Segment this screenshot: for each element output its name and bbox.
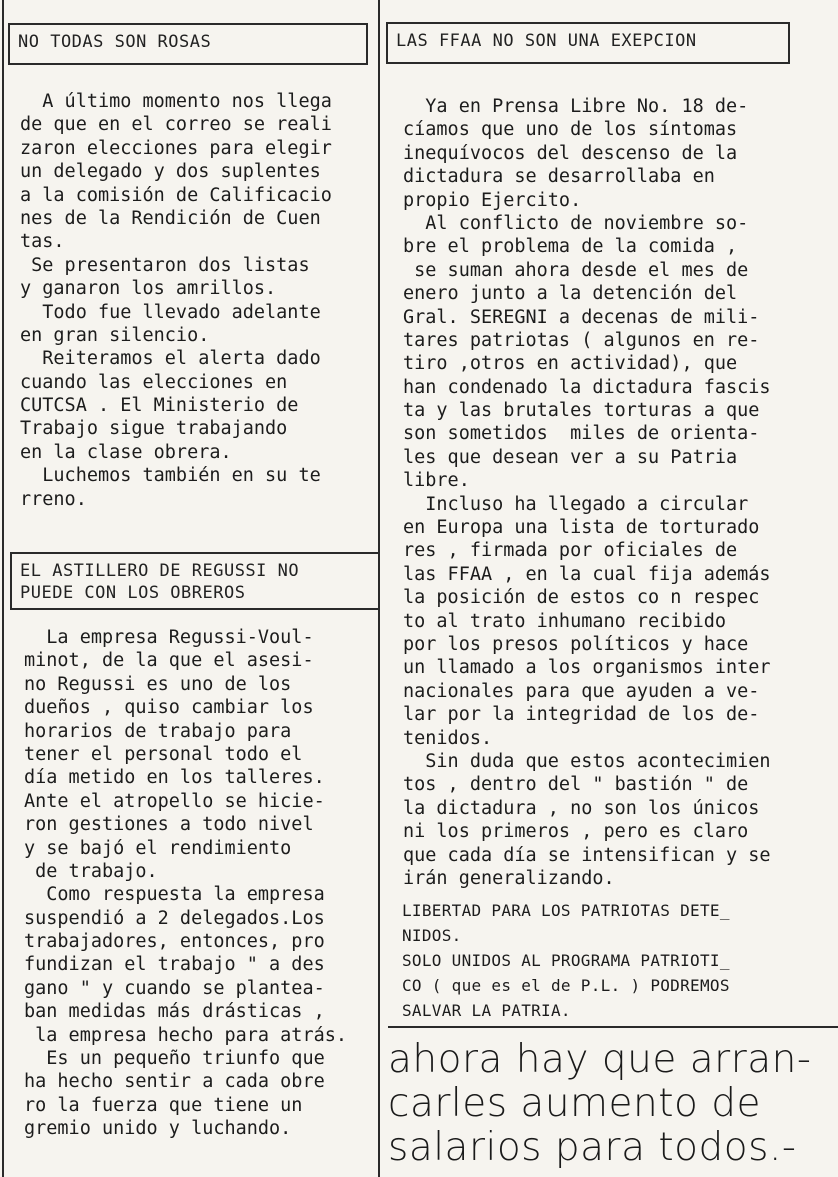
ffaa-line: tenidos. [403,727,493,749]
ffaa-line: to al trato inhumano recibido [403,610,727,632]
rosas-line: Se presentaron dos listas [20,254,310,276]
astillero-title-line: PUEDE CON LOS OBREROS [20,583,246,603]
footer-line: LIBERTAD PARA LOS PATRIOTAS DETE_ [402,901,730,920]
ffaa-line: la posición de estos co n respec [403,587,760,609]
handwritten-note [388,1038,832,1170]
astillero-title-box [10,552,380,610]
rosas-article [20,90,376,511]
ffaa-line: Gral. SEREGNI a decenas de mili- [403,306,760,328]
rosas-line: Reiteramos el alerta dado [20,348,321,370]
footer-line: CO ( que es el de P.L. ) PODREMOS [402,976,730,995]
ffaa-line: irán generalizando. [403,867,615,889]
ffaa-line: Incluso ha llegado a circular [403,493,749,515]
astillero-line: Es un pequeño triunfo que [24,1048,325,1070]
astillero-line: gano " y cuando se plantea- [24,977,325,999]
astillero-line: no Regussi es uno de los [24,673,292,695]
handwritten-line: ahora hay que arran- [388,1037,812,1082]
astillero-line: ban medidas más drásticas , [24,1001,325,1023]
ffaa-line: las FFAA , en la cual fija además [403,563,771,585]
ffaa-line: la dictadura , no son los únicos [403,797,760,819]
ffaa-line: se suman ahora desde el mes de [403,259,749,281]
ffaa-line: cíamos que uno de los síntomas [403,119,738,141]
astillero-article [24,626,376,1141]
ffaa-line: tares patriotas ( algunos en re- [403,329,760,351]
rosas-line: a la comisión de Calificacio [20,184,332,206]
astillero-line: gremio unido y luchando. [24,1118,292,1140]
rosas-line: rreno. [20,488,87,510]
ffaa-line: dictadura se desarrollaba en [403,166,715,188]
astillero-line: ro la fuerza que tiene un [24,1094,303,1116]
ffaa-title: LAS FFAA NO SON UNA EXEPCION [396,31,697,51]
bottom-right-rule [388,1026,838,1028]
astillero-line: suspendió a 2 delegados.Los [24,907,325,929]
astillero-line: minot, de la que el asesi- [24,650,314,672]
handwritten-line: salarios para todos.- [388,1125,797,1170]
ffaa-line: un llamado a los organismos inter [403,657,771,679]
rosas-line: un delegado y dos suplentes [20,161,321,183]
astillero-line: y se bajó el rendimiento [24,837,292,859]
rosas-line: Todo fue llevado adelante [20,301,321,323]
ffaa-title-box [386,22,790,64]
rosas-line: zaron elecciones para elegir [20,137,332,159]
rosas-title-box [8,23,368,65]
ffaa-line: que cada día se intensifican y se [403,844,771,866]
ffaa-line: propio Ejercito. [403,189,582,211]
ffaa-footer-slogans [402,898,836,1023]
rosas-line: A último momento nos llega [20,91,332,112]
ffaa-line: Al conflicto de noviembre so- [403,212,749,234]
rosas-line: nes de la Rendición de Cuen [20,207,321,229]
ffaa-line: lar por la integridad de los de- [403,704,760,726]
rosas-line: en gran silencio. [20,324,210,346]
ffaa-line: bre el problema de la comida , [403,236,738,258]
rosas-line: de que en el correo se reali [20,114,332,136]
ffaa-line: libre. [403,470,470,492]
astillero-line: trabajadores, entonces, pro [24,931,325,953]
rosas-line: cuando las elecciones en [20,371,288,393]
ffaa-line: enero junto a la detención del [403,283,738,305]
rosas-line: y ganaron los amrillos. [20,278,277,300]
astillero-line: día metido en los talleres. [24,767,325,789]
footer-line: SOLO UNIDOS AL PROGRAMA PATRIOTI_ [402,951,730,970]
ffaa-line: res , firmada por oficiales de [403,540,738,562]
rosas-line: tas. [20,231,65,253]
astillero-line: de trabajo. [24,860,158,882]
astillero-line: Como respuesta la empresa [24,884,325,906]
ffaa-line: han condenado la dictadura fascis [403,376,771,398]
astillero-line: La empresa Regussi-Voul- [24,627,314,648]
footer-line: NIDOS. [402,926,462,945]
rosas-line: Luchemos también en su te [20,465,321,487]
rosas-line: en la clase obrera. [20,441,232,463]
ffaa-line: ta y las brutales torturas a que [403,400,760,422]
astillero-line: Ante el atropello se hicie- [24,790,325,812]
left-margin-rule [2,0,4,1177]
ffaa-article [403,95,835,890]
ffaa-line: en Europa una lista de torturado [403,517,760,539]
rosas-title: NO TODAS SON ROSAS [18,32,212,52]
astillero-title-line: EL ASTILLERO DE REGUSSI NO [20,561,300,581]
astillero-line: horarios de trabajo para [24,720,292,742]
ffaa-line: les que desean ver a su Patria [403,446,738,468]
astillero-line: dueños , quiso cambiar los [24,697,314,719]
ffaa-line: ni los primeros , pero es claro [403,821,749,843]
rosas-line: CUTCSA . El Ministerio de [20,395,299,417]
ffaa-line: tos , dentro del " bastión " de [403,774,749,796]
ffaa-line: por los presos políticos y hace [403,633,749,655]
astillero-line: tener el personal todo el [24,743,303,765]
astillero-line: ron gestiones a todo nivel [24,814,314,836]
rosas-line: Trabajo sigue trabajando [20,418,288,440]
astillero-line: ha hecho sentir a cada obre [24,1071,325,1093]
astillero-line: fundizan el trabajo " a des [24,954,325,976]
ffaa-line: nacionales para que ayuden a ve- [403,680,760,702]
handwritten-line: carles aumento de [388,1081,762,1126]
ffaa-line: son sometidos miles de orienta- [403,423,760,445]
ffaa-line: Ya en Prensa Libre No. 18 de- [403,96,749,117]
astillero-line: la empresa hecho para atrás. [24,1024,348,1046]
ffaa-line: tiro ,otros en actividad), que [403,353,738,375]
ffaa-line: inequívocos del descenso de la [403,142,738,164]
footer-line: SALVAR LA PATRIA. [402,1001,571,1020]
ffaa-line: Sin duda que estos acontecimien [403,750,771,772]
